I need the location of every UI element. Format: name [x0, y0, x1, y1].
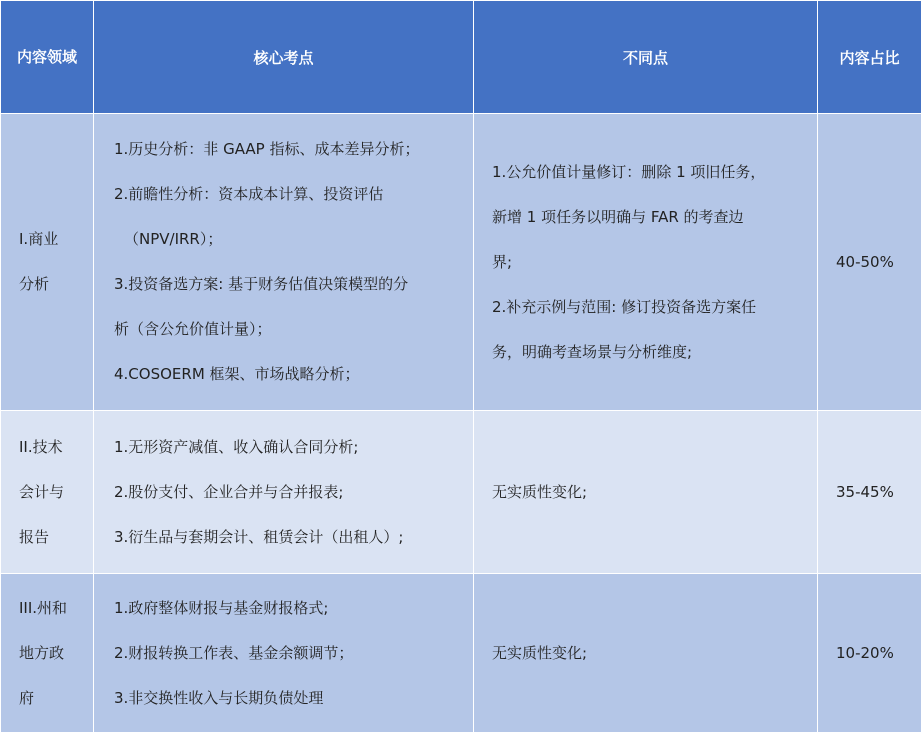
- point-item: 3.投资备选方案: 基于财务估值决策模型的分: [114, 262, 463, 307]
- change-item: 2.补充示例与范围: 修订投资备选方案任: [492, 285, 807, 330]
- core-points-cell: [94, 411, 474, 574]
- header-content-area: 内容领域: [1, 1, 94, 114]
- content-area-cell: [1, 114, 94, 411]
- point-item: 3.非交换性收入与长期负债处理: [114, 676, 463, 721]
- content-ratio-cell: 35-45%: [818, 411, 921, 574]
- point-item: 3.衍生品与套期会计、租赁会计（出租人）;: [114, 515, 463, 560]
- change-item: 无实质性变化;: [492, 470, 807, 515]
- area-text: I.商业: [19, 217, 83, 262]
- differences-cell: [474, 114, 818, 411]
- core-points-cell: [94, 114, 474, 411]
- change-item: 界;: [492, 240, 807, 285]
- change-item: 无实质性变化;: [492, 631, 807, 676]
- change-item: 务，明确考查场景与分析维度;: [492, 330, 807, 375]
- table-row: [1, 574, 921, 733]
- differences-cell: [474, 574, 818, 733]
- header-core-points: 核心考点: [94, 1, 474, 114]
- differences-cell: [474, 411, 818, 574]
- point-item: 1.政府整体财报与基金财报格式;: [114, 586, 463, 631]
- point-item: 1.历史分析：非 GAAP 指标、成本差异分析；: [114, 127, 463, 172]
- area-text: 会计与: [19, 470, 83, 515]
- table-row: [1, 411, 921, 574]
- table-row: [1, 114, 921, 411]
- table-header-row: [1, 1, 921, 114]
- area-text: III.州和: [19, 586, 83, 631]
- change-item: 1.公允价值计量修订：删除 1 项旧任务，: [492, 150, 807, 195]
- area-text: 分析: [19, 262, 83, 307]
- point-item: 析（含公允价值计量）；: [114, 307, 463, 352]
- content-ratio-cell: 10-20%: [818, 574, 921, 733]
- change-item: 新增 1 项任务以明确与 FAR 的考查边: [492, 195, 807, 240]
- content-area-cell: [1, 574, 94, 733]
- point-item: 4.COSOERM 框架、市场战略分析；: [114, 352, 463, 397]
- header-content-ratio: 内容占比: [818, 1, 921, 114]
- point-item: 1.无形资产减值、收入确认合同分析;: [114, 425, 463, 470]
- point-item: 2.前瞻性分析：资本成本计算、投资评估: [114, 172, 463, 217]
- area-text: 地方政: [19, 631, 83, 676]
- content-ratio-cell: 40-50%: [818, 114, 921, 411]
- point-item: （NPV/IRR）；: [114, 217, 463, 262]
- point-item: 2.财报转换工作表、基金余额调节；: [114, 631, 463, 676]
- header-differences: 不同点: [474, 1, 818, 114]
- content-area-cell: [1, 411, 94, 574]
- point-item: 2.股份支付、企业合并与合并报表;: [114, 470, 463, 515]
- core-points-cell: [94, 574, 474, 733]
- area-text: II.技术: [19, 425, 83, 470]
- area-text: 报告: [19, 515, 83, 560]
- area-text: 府: [19, 676, 83, 721]
